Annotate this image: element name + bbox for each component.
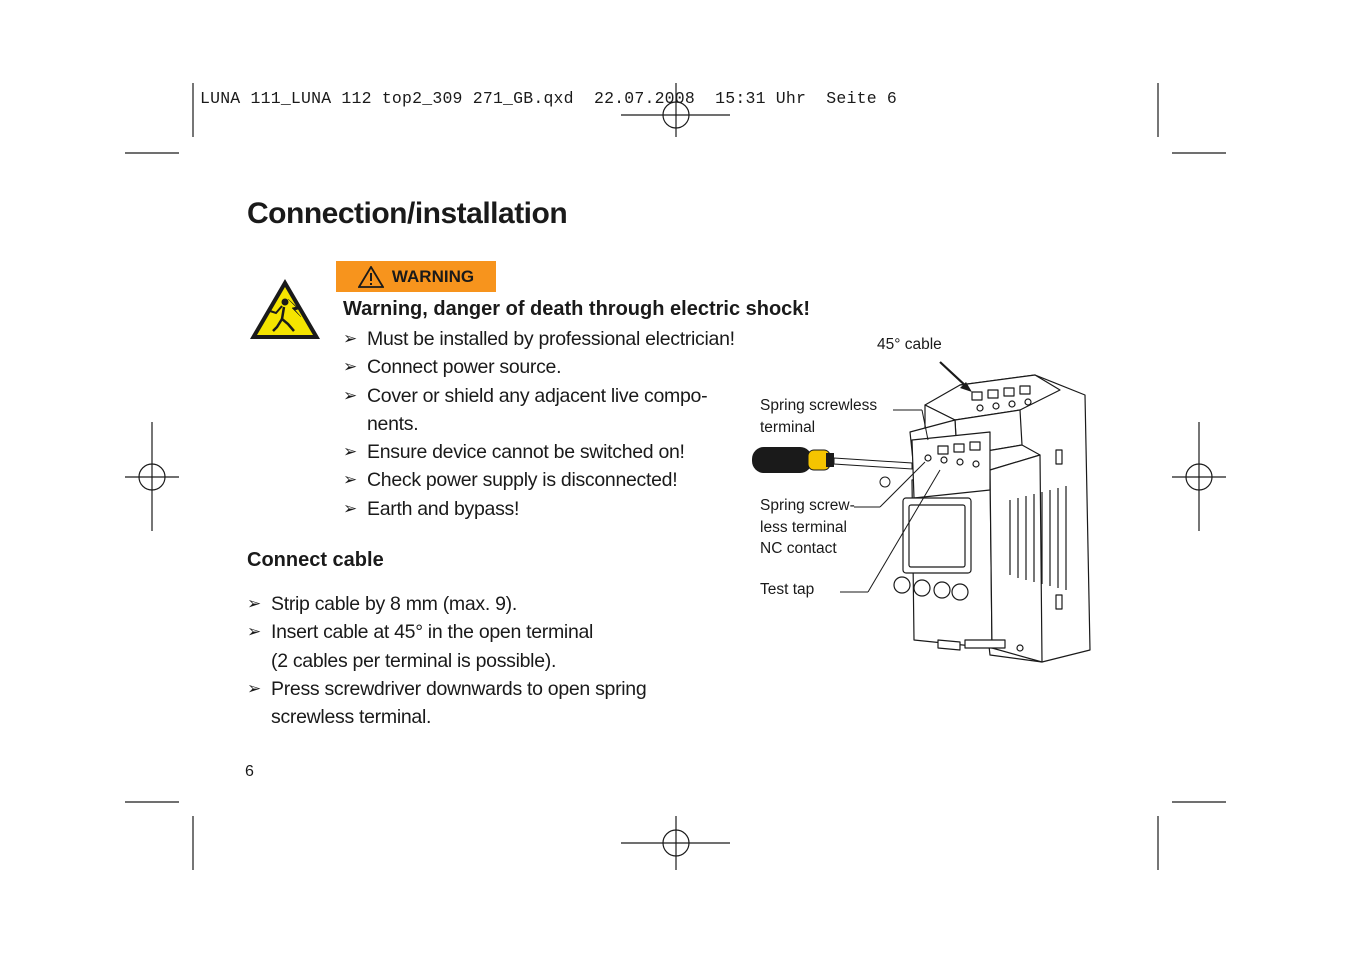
list-item: ➢ Connect power source. bbox=[343, 353, 753, 381]
print-header: LUNA 111_LUNA 112 top2_309 271_GB.qxd 22.07.2008 15:31 Uhr Seite 6 bbox=[200, 89, 898, 108]
list-item: ➢ Insert cable at 45° in the open terminal (2 cables per terminal is possible). bbox=[247, 618, 687, 675]
registration-mark-left bbox=[125, 422, 179, 531]
label-spring-terminal: Spring screwless terminal bbox=[760, 397, 878, 436]
warning-badge bbox=[336, 261, 496, 292]
list-item: ➢ Check power supply is disconnected! bbox=[343, 466, 753, 494]
page-title: Connection/installation bbox=[247, 197, 568, 230]
label-test-tap: Test tap bbox=[760, 581, 815, 598]
electric-shock-hazard-icon bbox=[248, 277, 322, 341]
warning-list bbox=[343, 325, 753, 523]
list-item: ➢ Ensure device cannot be switched on! bbox=[343, 438, 753, 466]
label-spring-terminal-nc: Spring screw- less terminal NC contact bbox=[760, 497, 855, 557]
list-item: ➢ Cover or shield any adjacent live compo- nents. bbox=[343, 382, 753, 439]
registration-mark-bottom bbox=[621, 816, 730, 870]
list-item: ➢ Strip cable by 8 mm (max. 9). bbox=[247, 590, 687, 618]
warning-badge-label: WARNING bbox=[391, 266, 475, 286]
timer-switch-device bbox=[740, 355, 1100, 670]
list-item: ➢ Must be installed by professional electrician! bbox=[343, 325, 753, 353]
list-item: ➢ Press screwdriver downwards to open spring screwless terminal. bbox=[247, 675, 687, 732]
cable-steps-list bbox=[247, 590, 687, 731]
page-number: 6 bbox=[245, 763, 254, 780]
warning-triangle-icon bbox=[358, 266, 384, 288]
label-45-cable: 45° cable bbox=[877, 336, 942, 353]
list-item: ➢ Earth and bypass! bbox=[343, 495, 753, 523]
warning-heading: Warning, danger of death through electric shock! bbox=[343, 298, 811, 320]
registration-mark-right bbox=[1172, 422, 1226, 531]
screwdriver bbox=[752, 447, 912, 473]
section-heading: Connect cable bbox=[247, 549, 384, 571]
